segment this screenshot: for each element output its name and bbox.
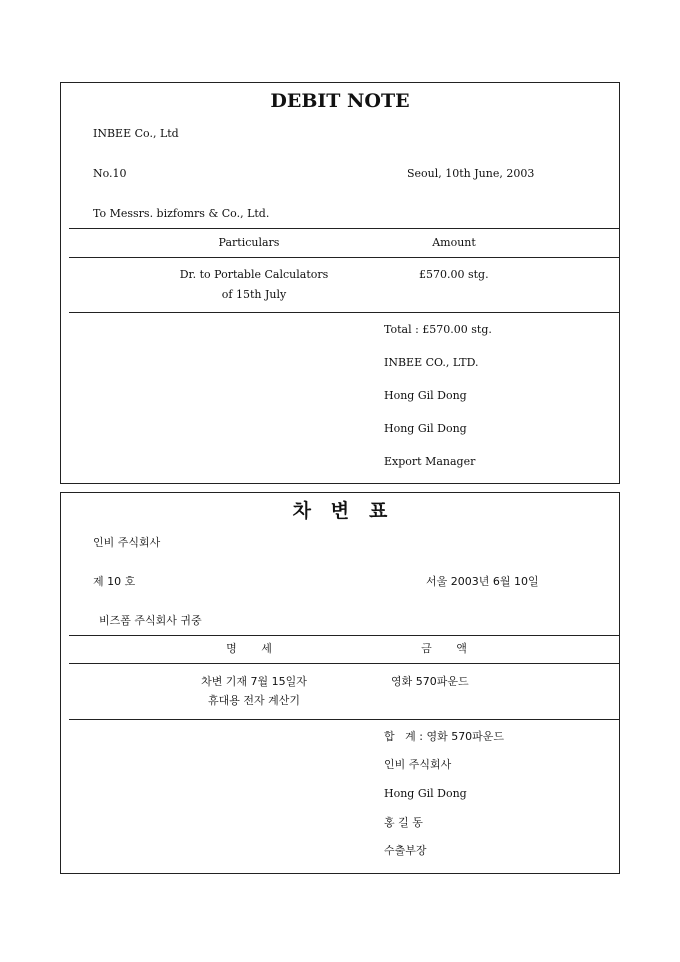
- total-amount: Total : £570.00 stg.: [384, 323, 492, 336]
- korean-divider-body: [69, 719, 619, 720]
- korean-item-line2: 휴대용 전자 계산기: [207, 694, 300, 707]
- signer-name-1: Hong Gil Dong: [384, 389, 467, 402]
- korean-header-particulars: 명 세: [226, 642, 272, 655]
- korean-signer-name-kr: 홍 길 동: [384, 816, 423, 829]
- korean-company-name: 인비 주식회사: [93, 536, 161, 549]
- korean-item-line1: 차변 기재 7월 15일자: [201, 675, 307, 688]
- debit-note-title: DEBIT NOTE: [270, 90, 410, 112]
- item-amount: £570.00 stg.: [419, 268, 489, 281]
- signer-name-2: Hong Gil Dong: [384, 422, 467, 435]
- korean-divider-top: [69, 635, 619, 636]
- note-number: No.10: [93, 167, 127, 180]
- header-amount: Amount: [432, 236, 476, 249]
- divider-top: [69, 228, 619, 229]
- divider-header: [69, 257, 619, 258]
- debit-note-form: [60, 82, 620, 484]
- korean-item-amount: 영화 570파운드: [391, 675, 469, 688]
- korean-signer-company: 인비 주식회사: [384, 758, 452, 771]
- korean-total-amount: 합 계 : 영화 570파운드: [384, 730, 505, 743]
- signer-company: INBEE CO., LTD.: [384, 356, 479, 369]
- korean-debit-note-form: [60, 492, 620, 874]
- header-particulars: Particulars: [218, 236, 280, 249]
- company-name: INBEE Co., Ltd: [93, 127, 179, 140]
- korean-signer-title: 수출부장: [384, 844, 427, 857]
- addressee: To Messrs. bizfomrs & Co., Ltd.: [93, 207, 270, 220]
- divider-body: [69, 312, 619, 313]
- item-description-line2: of 15th July: [221, 288, 287, 301]
- korean-addressee: 비즈폼 주식회사 귀중: [99, 614, 202, 627]
- korean-signer-name-en: Hong Gil Dong: [384, 787, 467, 800]
- korean-title: 차 변 표: [292, 500, 388, 522]
- korean-place-date: 서울 2003년 6월 10일: [426, 575, 539, 588]
- signer-title: Export Manager: [384, 455, 476, 468]
- korean-header-amount: 금 액: [421, 642, 467, 655]
- korean-note-number: 제 10 호: [93, 575, 136, 588]
- korean-divider-header: [69, 663, 619, 664]
- item-description-line1: Dr. to Portable Calculators: [179, 268, 329, 281]
- place-date: Seoul, 10th June, 2003: [407, 167, 535, 180]
